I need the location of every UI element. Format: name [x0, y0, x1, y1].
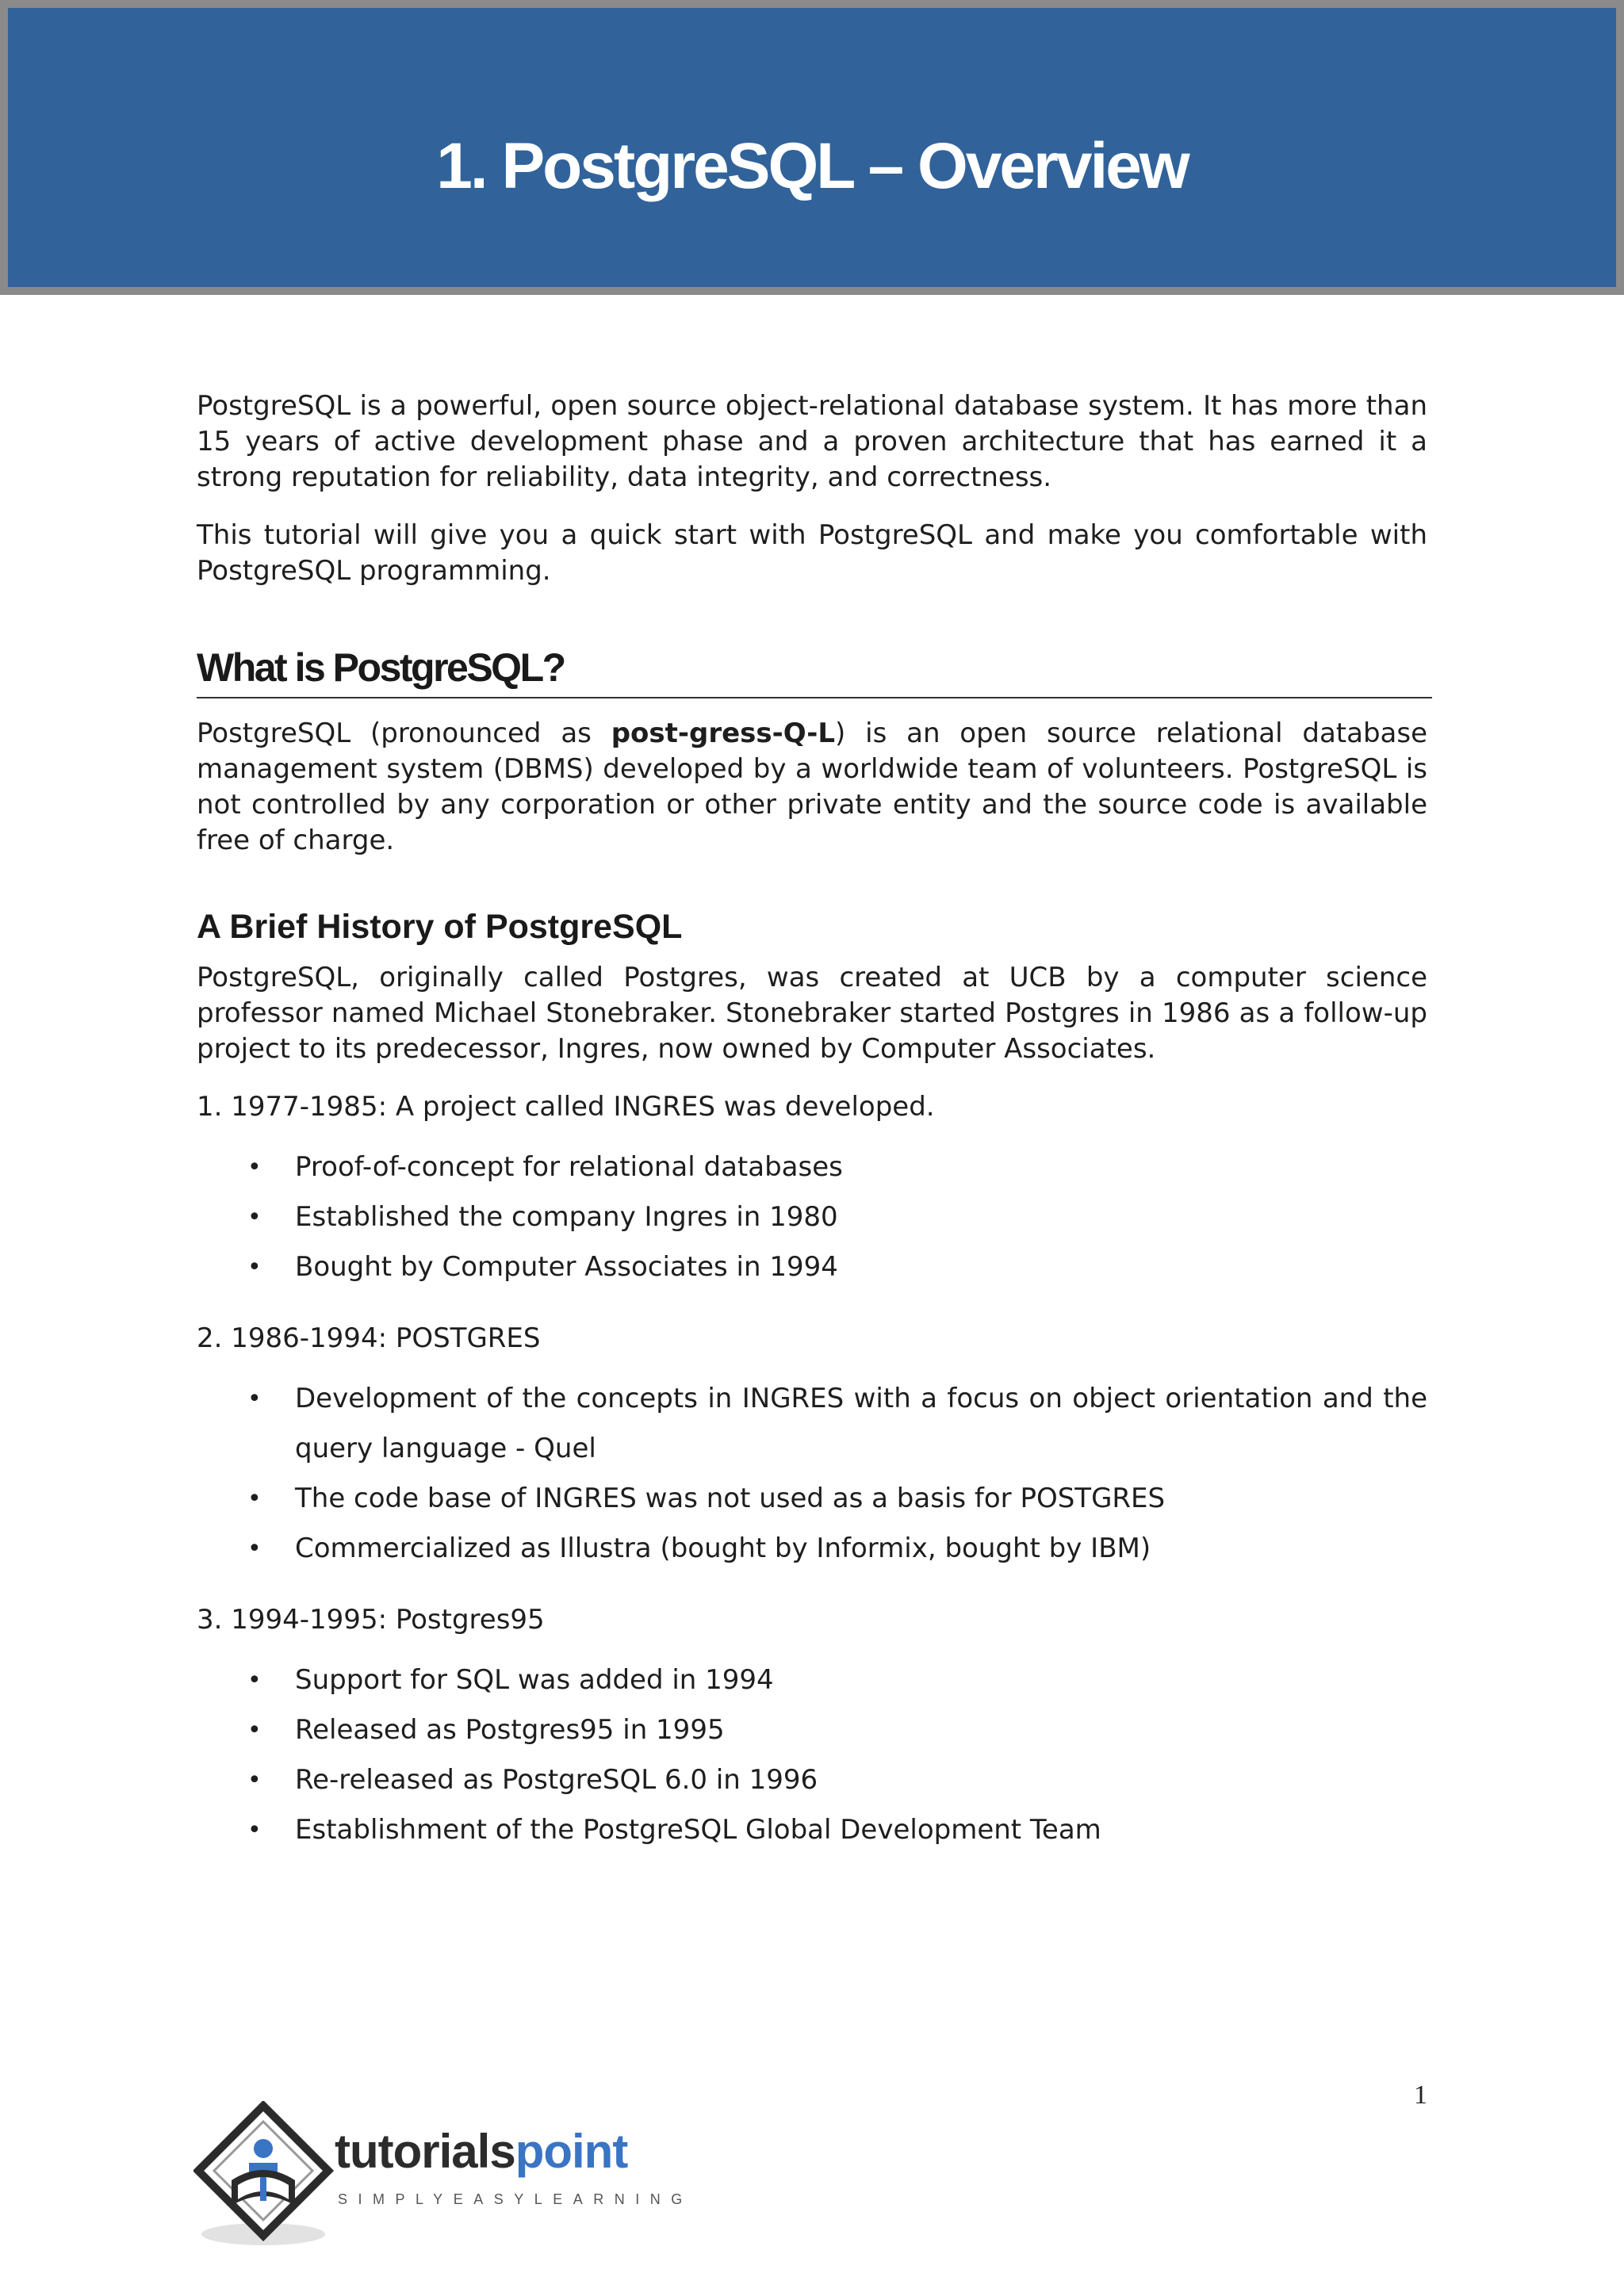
intro-paragraph-1: PostgreSQL is a powerful, open source object-relational database system. It has more than 15 years of active development phase and a proven architecture that has earned it a strong reputation for reliability, data integrity, and correctness. [197, 390, 1427, 493]
bullet-icon: • [247, 1203, 262, 1231]
list-item-text: Commercialized as Illustra (bought by Informix, bought by IBM) [295, 1533, 1151, 1564]
pronunciation-bold: post-gress-Q-L [611, 718, 836, 749]
list-item [197, 1374, 1427, 1474]
phase-1-bullet-list [197, 1142, 1427, 1292]
list-item-text: Released as Postgres95 in 1995 [295, 1714, 725, 1746]
intro-paragraph-2: This tutorial will give you a quick start with PostgreSQL and make you comfortable with PostgreSQL programming. [197, 519, 1427, 587]
bullet-icon: • [247, 1253, 262, 1281]
tutorialspoint-logo [193, 2101, 693, 2252]
document-body [197, 388, 1427, 1884]
bullet-icon: • [247, 1816, 262, 1844]
bullet-icon: • [247, 1485, 262, 1513]
bullet-icon: • [247, 1385, 262, 1413]
list-item-text: The code base of INGRES was not used as a basis for POSTGRES [295, 1483, 1166, 1514]
history-paragraph: PostgreSQL, originally called Postgres, was created at UCB by a computer science professor named Michael Stonebraker. Stonebraker started Postgres in 1986 as a follow-up project to its predecessor, Ingres, now owned by Computer Associates. [197, 962, 1427, 1065]
list-item-text: Establishment of the PostgreSQL Global Development Team [295, 1814, 1101, 1846]
logo-wordmark-part2: point [515, 2125, 628, 2178]
list-item [197, 1655, 1427, 1705]
section-heading-what-is: What is PostgreSQL? [197, 643, 1432, 698]
list-item-text: Re-released as PostgreSQL 6.0 in 1996 [295, 1764, 818, 1796]
phase-title-3: 3. 1994-1995: Postgres95 [197, 1604, 545, 1636]
list-item-text: Established the company Ingres in 1980 [295, 1201, 838, 1233]
list-item [197, 1242, 1427, 1292]
list-item [197, 1192, 1427, 1242]
section-heading-history: A Brief History of PostgreSQL [197, 908, 683, 946]
list-item [197, 1524, 1427, 1574]
bullet-icon: • [247, 1535, 262, 1563]
logo-diamond-icon [193, 2101, 336, 2252]
list-item [197, 1805, 1427, 1855]
list-item [197, 1755, 1427, 1805]
what-is-paragraph [197, 716, 1427, 859]
logo-wordmark-part1: tutorials [335, 2125, 515, 2178]
bullet-icon: • [247, 1766, 262, 1794]
logo-wordmark [335, 2125, 628, 2178]
list-item [197, 1474, 1427, 1524]
logo-tagline: SIMPLYEASYLEARNING [338, 2191, 693, 2207]
bullet-icon: • [247, 1154, 262, 1181]
list-item-text: Development of the concepts in INGRES with a focus on object orientation and the query language - Quel [295, 1383, 1427, 1464]
chapter-title: 1. PostgreSQL – Overview [436, 129, 1188, 202]
chapter-banner [0, 0, 1624, 295]
bullet-icon: • [247, 1667, 262, 1694]
page-number: 1 [1414, 2080, 1427, 2110]
phase-2-bullet-list [197, 1374, 1427, 1574]
what-is-text-before: PostgreSQL (pronounced as [197, 718, 611, 749]
bullet-icon: • [247, 1716, 262, 1744]
list-item [197, 1142, 1427, 1192]
phase-3-bullet-list [197, 1655, 1427, 1855]
list-item [197, 1705, 1427, 1755]
phase-title-1: 1. 1977-1985: A project called INGRES was developed. [197, 1091, 935, 1123]
phase-title-2: 2. 1986-1994: POSTGRES [197, 1322, 541, 1354]
list-item-text: Proof-of-concept for relational databases [295, 1151, 843, 1183]
list-item-text: Bought by Computer Associates in 1994 [295, 1251, 838, 1283]
what-is-text-after: ) is an open source relational database management system (DBMS) developed by a worldwide team of volunteers. PostgreSQL is not controlled by any corporation or other private entity and the source code is available free of charge. [197, 718, 1427, 856]
list-item-text: Support for SQL was added in 1994 [295, 1664, 774, 1696]
